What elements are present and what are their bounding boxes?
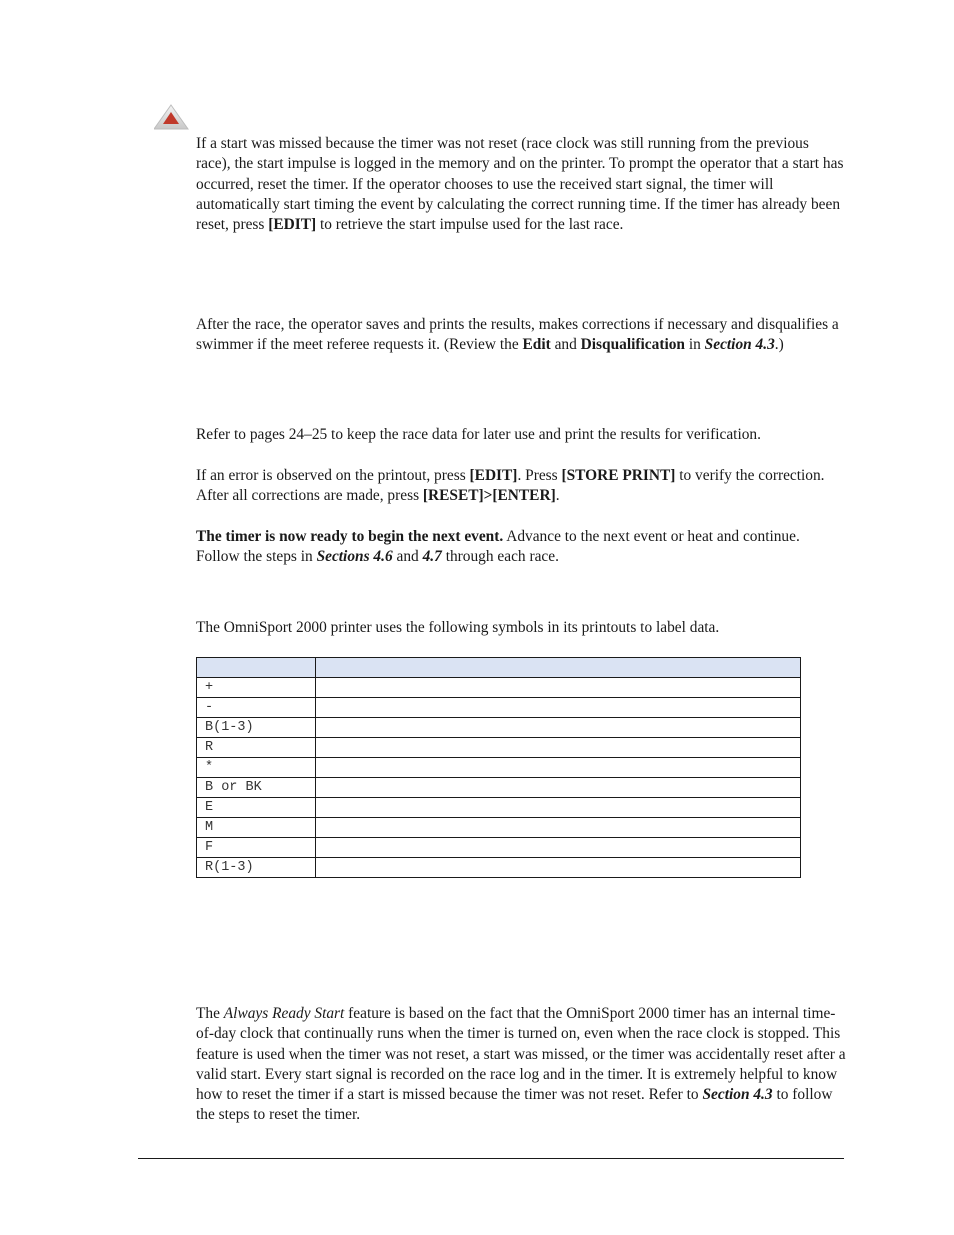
symbol-cell: M bbox=[197, 818, 316, 838]
error-correction-paragraph: If an error is observed on the printout, press [EDIT]. Press [STORE PRINT] to verify the correction. After all corrections are made, press [RESET]>[ENTER]. bbox=[196, 467, 825, 505]
edit-key-label: [EDIT] bbox=[268, 216, 317, 234]
table-row bbox=[197, 698, 801, 718]
after-race-paragraph: After the race, the operator saves and prints the results, makes corrections if necessary and disqualifies a swimmer if the meet referee requests it. (Review the Edit and Disqualification in Section 4.3.) bbox=[196, 316, 839, 354]
description-cell bbox=[316, 718, 801, 738]
description-cell bbox=[316, 758, 801, 778]
footer-divider bbox=[138, 1158, 844, 1159]
description-column-header bbox=[316, 658, 801, 678]
missed-start-warning-paragraph: If a start was missed because the timer was not reset (race clock was still running from the previous race), the start impulse is logged in the memory and on the printer. To prompt the operator that a start has occurred, reset the timer. If the operator chooses to use the received start signal, the timer will automatically start timing the event by calculating the correct running time. If the timer has already been reset, press [EDIT] to retrieve the start impulse used for the last race. bbox=[196, 135, 844, 234]
symbol-cell: B(1-3) bbox=[197, 718, 316, 738]
description-cell bbox=[316, 818, 801, 838]
table-header-row bbox=[197, 658, 801, 678]
symbol-cell: + bbox=[197, 678, 316, 698]
printer-symbols-table bbox=[196, 657, 801, 878]
symbol-cell: F bbox=[197, 838, 316, 858]
description-cell bbox=[316, 738, 801, 758]
table-row bbox=[197, 778, 801, 798]
symbol-cell: R(1-3) bbox=[197, 858, 316, 878]
reset-enter-key-label: [RESET]>[ENTER] bbox=[422, 487, 556, 505]
symbol-cell: E bbox=[197, 798, 316, 818]
store-print-key-label: [STORE PRINT] bbox=[561, 467, 676, 484]
description-cell bbox=[316, 858, 801, 878]
section-reference: Section 4.3 bbox=[704, 336, 775, 354]
table-row bbox=[197, 838, 801, 858]
description-cell bbox=[316, 798, 801, 818]
symbol-column-header bbox=[197, 658, 316, 678]
symbol-cell: - bbox=[197, 698, 316, 718]
warning-triangle-icon bbox=[154, 104, 190, 132]
description-cell bbox=[316, 678, 801, 698]
section-reference: Section 4.3 bbox=[702, 1086, 773, 1104]
table-row bbox=[197, 798, 801, 818]
table-row bbox=[197, 678, 801, 698]
next-event-paragraph: The timer is now ready to begin the next event. Advance to the next event or heat and continue. Follow the steps in Sections 4.6 and 4.7 through each race. bbox=[196, 528, 800, 566]
table-row bbox=[197, 738, 801, 758]
symbol-cell: B or BK bbox=[197, 778, 316, 798]
table-row bbox=[197, 718, 801, 738]
refer-pages-paragraph: Refer to pages 24–25 to keep the race data for later use and print the results for verification. bbox=[196, 426, 761, 443]
description-cell bbox=[316, 838, 801, 858]
description-cell bbox=[316, 778, 801, 798]
always-ready-start-paragraph: The Always Ready Start feature is based on the fact that the OmniSport 2000 timer has an internal time-of-day clock that continually runs when the timer is turned on, even when the race clock is stopped. This feature is used when the timer was not reset, a start was missed, or the timer was accidentally reset after a valid start. Every start signal is recorded on the race log and in the timer. It is extremely helpful to know how to reset the timer if a start is missed because the timer was not reset. Refer to Section 4.3 to follow the steps to reset the timer. bbox=[196, 1005, 846, 1124]
section-reference: Sections 4.6 bbox=[316, 548, 393, 566]
feature-name: Always Ready Start bbox=[223, 1005, 345, 1022]
table-row bbox=[197, 758, 801, 778]
edit-key-label: [EDIT] bbox=[469, 467, 518, 484]
printer-symbols-intro: The OmniSport 2000 printer uses the following symbols in its printouts to label data. bbox=[196, 619, 720, 636]
symbol-cell: * bbox=[197, 758, 316, 778]
table-row bbox=[197, 818, 801, 838]
section-reference: 4.7 bbox=[422, 548, 442, 566]
table-row bbox=[197, 858, 801, 878]
description-cell bbox=[316, 698, 801, 718]
symbol-cell: R bbox=[197, 738, 316, 758]
